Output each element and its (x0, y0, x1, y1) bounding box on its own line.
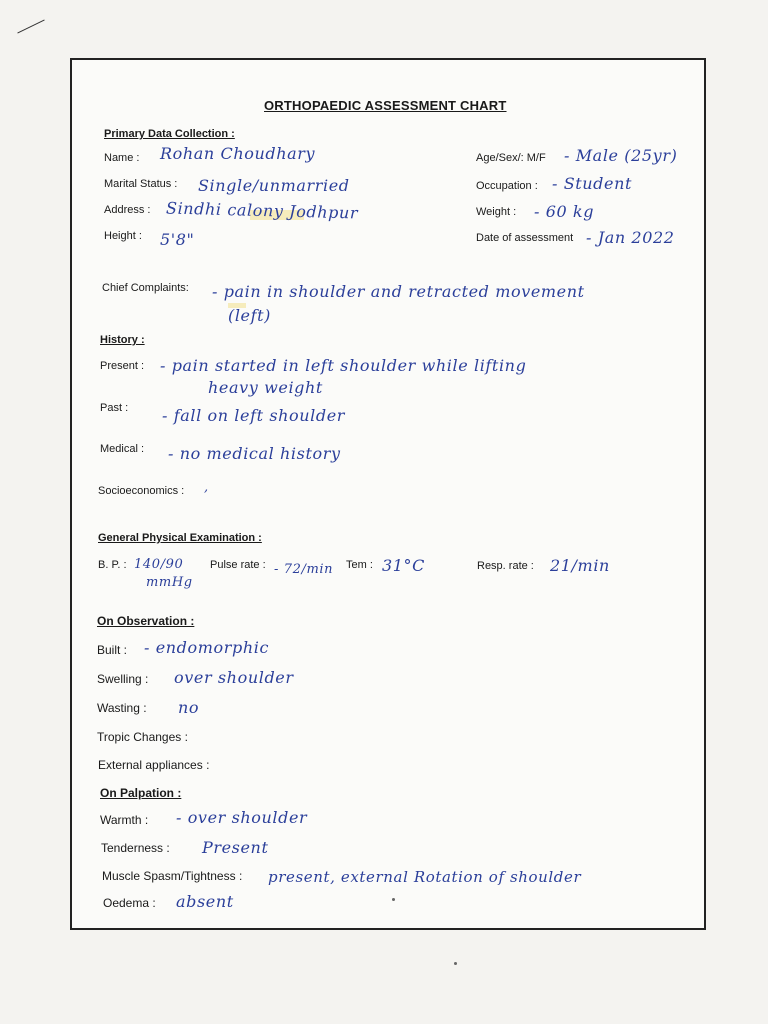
paper-speck (392, 898, 395, 901)
chief-complaints-value: - pain in shoulder and retracted movement (212, 282, 585, 301)
bp-value: 140/90 (134, 557, 184, 572)
swelling-label: Swelling : (97, 672, 149, 686)
present-value-2: heavy weight (208, 378, 323, 397)
present-value: - pain started in left shoulder while lifting (160, 356, 527, 375)
address-value: Sindhi calony Jodhpur (165, 198, 359, 223)
name-value: Rohan Choudhary (160, 144, 316, 163)
assessment-chart-sheet (70, 58, 706, 930)
temp-label: Tem : (346, 559, 373, 571)
medical-value: - no medical history (168, 444, 341, 463)
muscle-spasm-label: Muscle Spasm/Tightness : (102, 869, 243, 883)
age-sex-label: Age/Sex/: M/F (476, 152, 546, 164)
swelling-value: over shoulder (174, 668, 294, 687)
chart-title: ORTHOPAEDIC ASSESSMENT CHART (264, 98, 507, 113)
date-value: - Jan 2022 (586, 228, 675, 247)
pen-stroke-mark (17, 19, 44, 33)
present-label: Present : (100, 360, 145, 372)
external-appliances-label: External appliances : (98, 758, 210, 772)
height-label: Height : (104, 230, 142, 242)
pulse-label: Pulse rate : (210, 559, 266, 571)
weight-label: Weight : (476, 206, 517, 218)
age-sex-value: - Male (25yr) (564, 146, 678, 165)
socioeconomics-label: Socioeconomics : (98, 485, 185, 497)
socioeconomics-value: , (204, 480, 209, 495)
pulse-value: - 72/min (274, 562, 334, 577)
chief-complaints-value-2: (left) (228, 306, 272, 325)
weight-value: - 60 kg (534, 202, 595, 221)
bp-label: B. P. : (98, 559, 127, 571)
past-value: - fall on left shoulder (162, 406, 346, 425)
primary-data-heading: Primary Data Collection : (104, 128, 235, 140)
palpation-heading: On Palpation : (100, 786, 182, 800)
resp-value: 21/min (550, 556, 610, 575)
marital-status-value: Single/unmarried (198, 176, 350, 195)
occupation-label: Occupation : (476, 180, 538, 192)
tropic-changes-label: Tropic Changes : (97, 730, 188, 744)
bp-unit: mmHg (146, 575, 193, 590)
chief-complaints-label: Chief Complaints: (102, 282, 189, 294)
warmth-value: - over shoulder (176, 808, 308, 827)
history-heading: History : (100, 334, 145, 346)
tenderness-value: Present (202, 838, 269, 857)
built-label: Built : (97, 643, 128, 657)
wasting-value: no (178, 698, 200, 717)
oedema-value: absent (176, 892, 234, 911)
wasting-label: Wasting : (97, 701, 147, 715)
marital-status-label: Marital Status : (104, 178, 178, 190)
height-value: 5'8" (160, 230, 195, 249)
temp-value: 31°C (382, 556, 426, 575)
oedema-label: Oedema : (103, 896, 156, 910)
past-label: Past : (100, 402, 129, 414)
address-label: Address : (104, 204, 151, 216)
name-label: Name : (104, 152, 140, 164)
paper-speck (454, 962, 457, 965)
warmth-label: Warmth : (100, 813, 149, 827)
general-exam-heading: General Physical Examination : (98, 532, 262, 544)
date-label: Date of assessment (476, 232, 574, 244)
medical-label: Medical : (100, 443, 145, 455)
built-value: - endomorphic (144, 638, 270, 657)
observation-heading: On Observation : (97, 614, 195, 628)
resp-label: Resp. rate : (477, 560, 534, 572)
muscle-spasm-value: present, external Rotation of shoulder (268, 868, 582, 886)
tenderness-label: Tenderness : (101, 841, 170, 855)
occupation-value: - Student (552, 174, 633, 193)
